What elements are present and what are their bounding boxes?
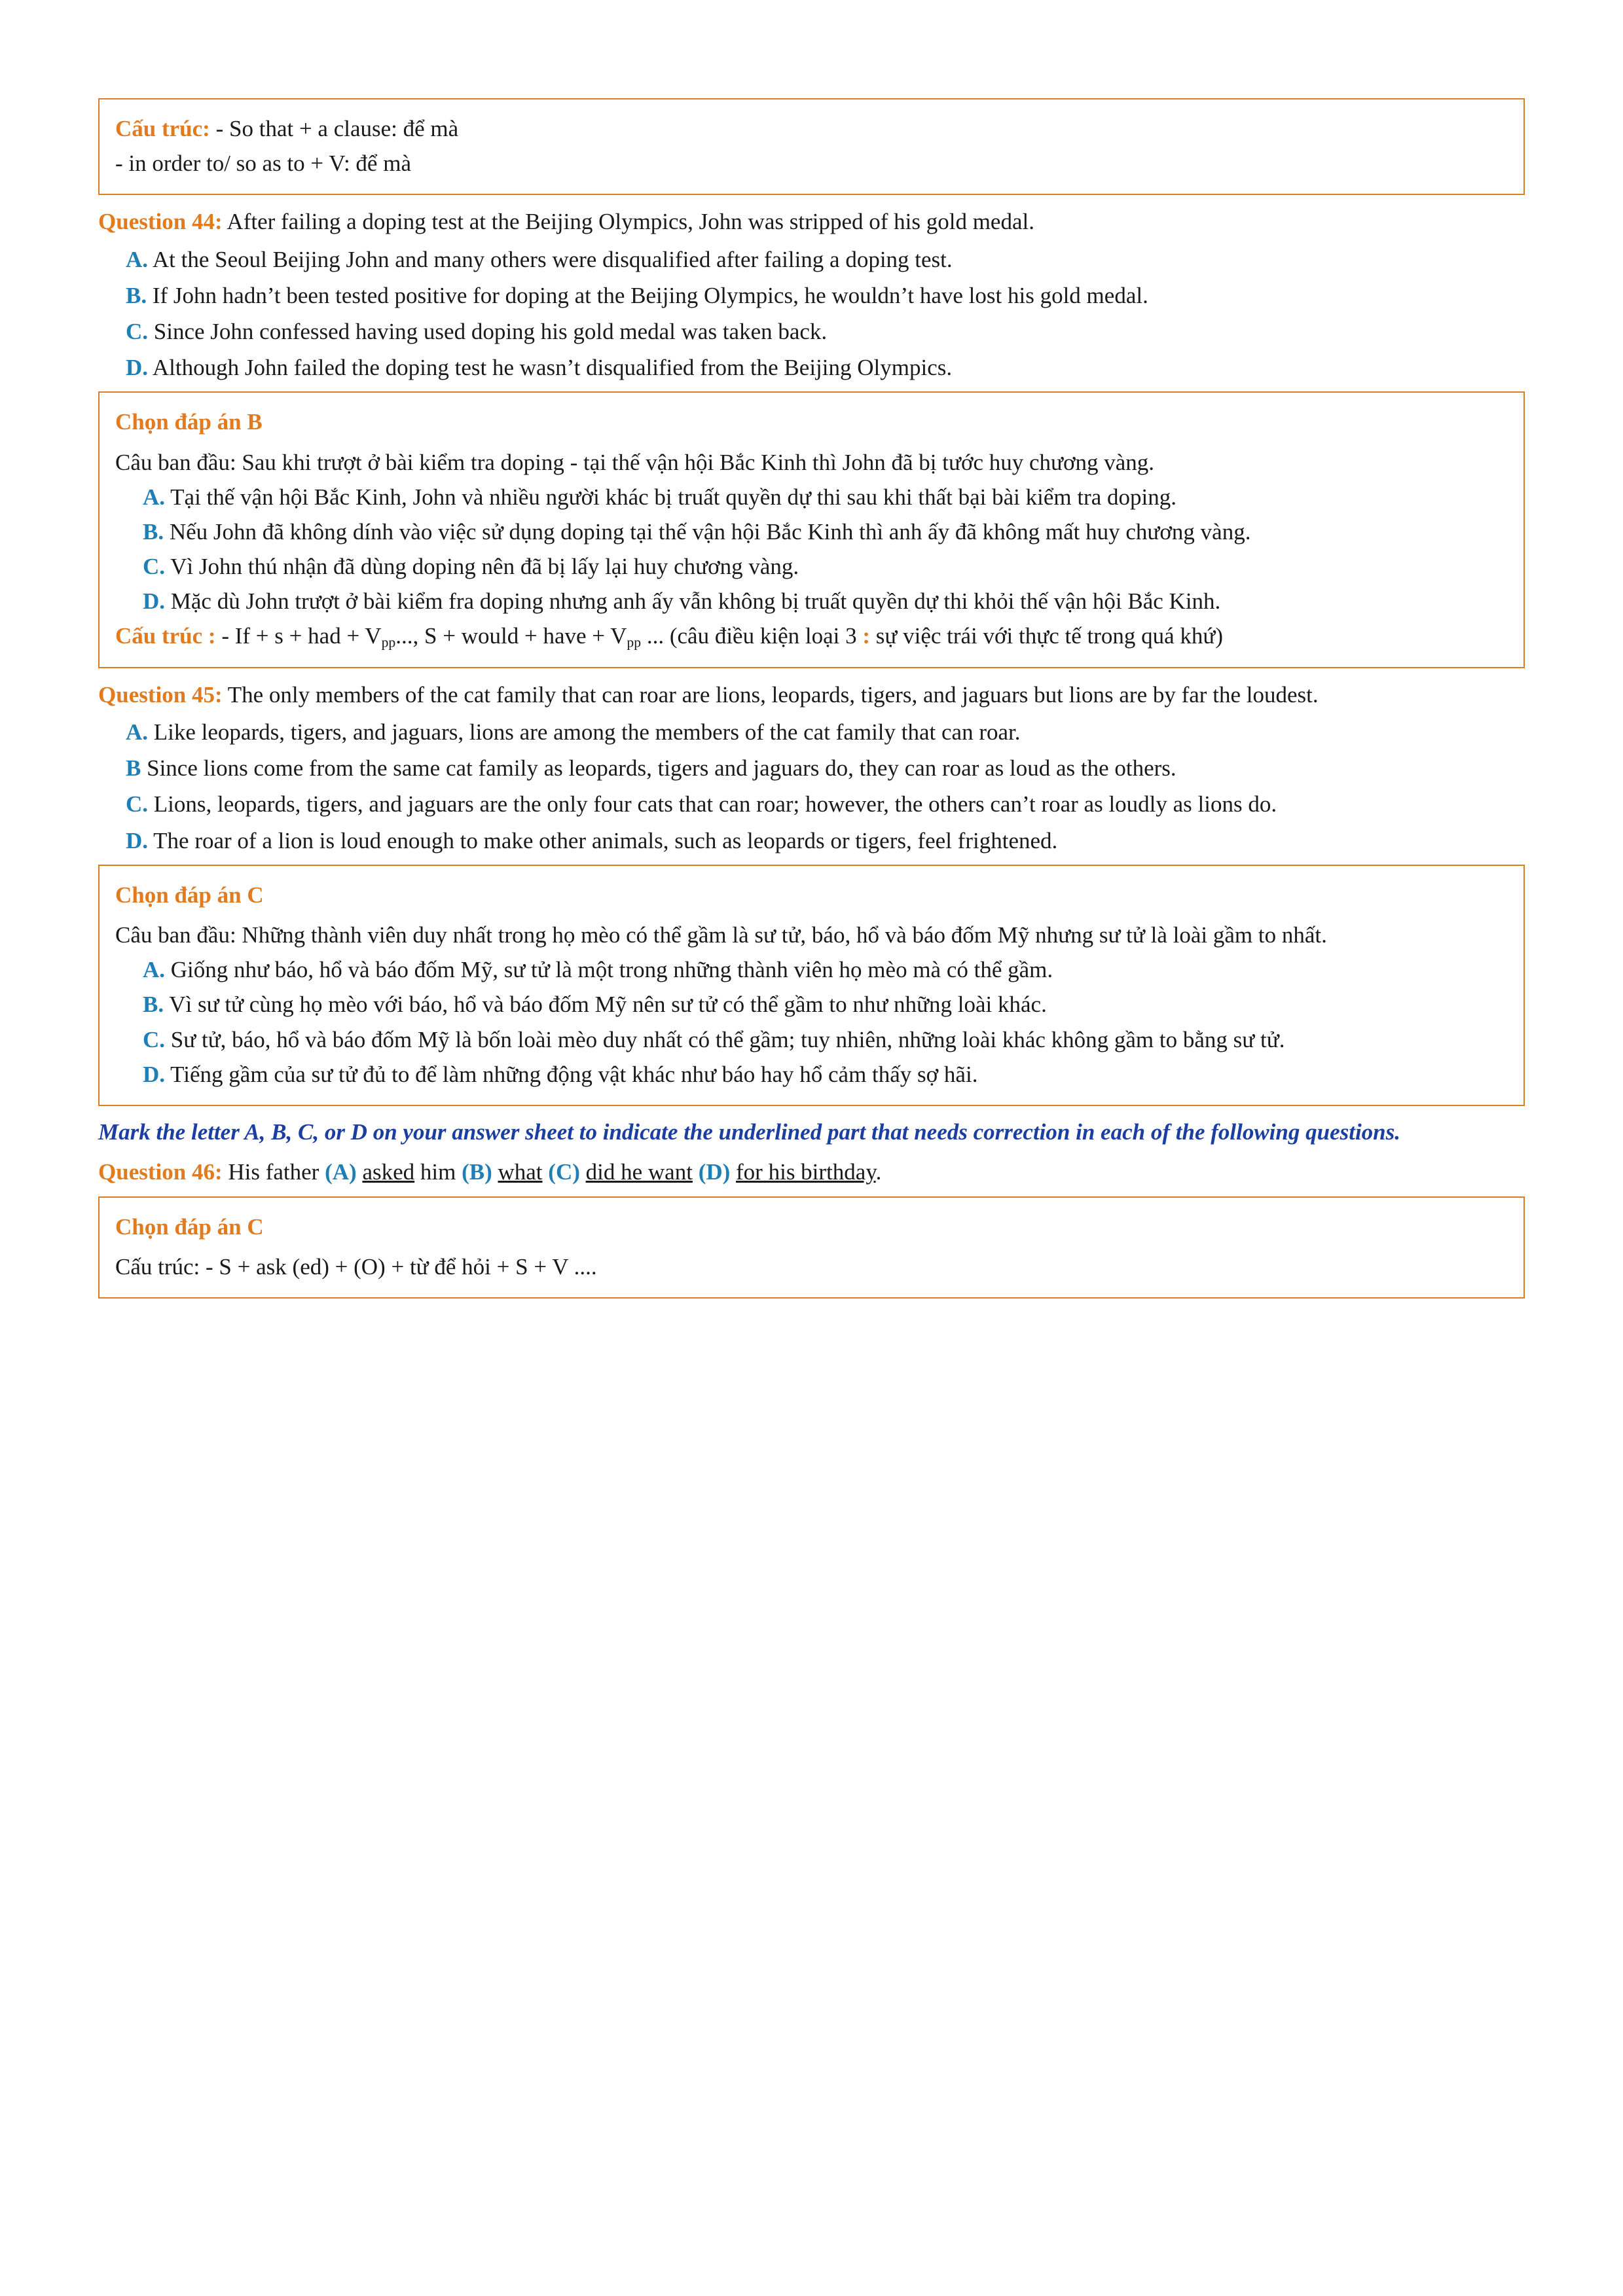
answer-45-choice-a bbox=[115, 952, 1508, 987]
answer-choice-letter-b: B. bbox=[143, 992, 164, 1018]
answer-choice-letter-d: D. bbox=[143, 1061, 166, 1087]
structure-line-2: - in order to/ so as to + V: để mà bbox=[115, 151, 411, 177]
answer-box-46 bbox=[98, 1196, 1525, 1299]
answer-44-original: Câu ban đầu: Sau khi trượt ở bài kiểm tra doping - tại thế vận hội Bắc Kinh thì John đã bị tước huy chương vàng. bbox=[115, 449, 1155, 475]
answer-45-original: Câu ban đầu: Những thành viên duy nhất trong họ mèo có thể gầm là sư tử, báo, hổ và báo đốm Mỹ nhưng sư tử là loài gầm to nhất. bbox=[115, 922, 1327, 948]
answer-choice-text-b: Vì sư tử cùng họ mèo với báo, hổ và báo đốm Mỹ nên sư tử có thể gầm to như những loài khác. bbox=[164, 992, 1047, 1018]
answer-44-choice-d bbox=[115, 584, 1508, 619]
question-46-mark-b: (B) bbox=[462, 1159, 492, 1185]
question-46-seg-1: His father bbox=[222, 1159, 325, 1185]
question-44-label: Question 44: bbox=[98, 209, 223, 235]
answer-choice-text-d: Mặc dù John trượt ở bài kiểm fra doping nhưng anh ấy vẫn không bị truất quyền dự thi khỏi thế vận hội Bắc Kinh. bbox=[165, 588, 1221, 615]
choice-text-b: If John hadn’t been tested positive for doping at the Beijing Olympics, he wouldn’t have lost his gold medal. bbox=[147, 282, 1148, 308]
answer-choice-text-a: Giống như báo, hổ và báo đốm Mỹ, sư tử là một trong những thành viên họ mèo mà có thể gầm. bbox=[165, 957, 1053, 983]
question-46-underline-a: asked bbox=[362, 1159, 415, 1185]
choice-letter-a: A. bbox=[126, 246, 149, 272]
answer-choice-letter-a: A. bbox=[143, 957, 166, 983]
answer-choice-letter-c: C. bbox=[143, 554, 166, 580]
answer-44-structure-sub1: pp bbox=[381, 634, 396, 651]
answer-44-structure-p2: ..., S + would + have + V bbox=[395, 623, 627, 649]
question-44-choice-b bbox=[98, 278, 1525, 313]
answer-box-45 bbox=[98, 865, 1525, 1106]
question-46-mark-d: (D) bbox=[698, 1159, 731, 1185]
question-44-stem-text: After failing a doping test at the Beijing Olympics, John was stripped of his gold medal. bbox=[222, 209, 1034, 235]
answer-44-structure-p3: ... (câu điều kiện loại 3 bbox=[641, 623, 863, 649]
answer-44-choice-b bbox=[115, 514, 1508, 549]
question-45-choice-b bbox=[98, 751, 1525, 785]
answer-46-structure: Cấu trúc: - S + ask (ed) + (O) + từ để hỏi + S + V .... bbox=[115, 1253, 597, 1280]
answer-44-structure-p1: - If + s + had + V bbox=[215, 623, 382, 649]
answer-choice-text-b: Nếu John đã không dính vào việc sử dụng doping tại thế vận hội Bắc Kinh thì anh ấy đã không mất huy chương vàng. bbox=[164, 518, 1251, 545]
question-45-label: Question 45: bbox=[98, 681, 223, 708]
question-46-seg-4 bbox=[693, 1159, 699, 1185]
choice-letter-b: B bbox=[126, 755, 141, 781]
answer-45-choice-b bbox=[115, 987, 1508, 1022]
structure-box-top bbox=[98, 98, 1525, 195]
section-instruction: Mark the letter A, B, C, or D on your answer sheet to indicate the underlined part that needs correction in each of the following questions. bbox=[98, 1119, 1401, 1145]
choice-text-b: Since lions come from the same cat family as leopards, tigers and jaguars do, they can roar as loud as the others. bbox=[141, 755, 1176, 781]
structure-line-1 bbox=[115, 111, 1508, 146]
question-44 bbox=[98, 204, 1525, 385]
choice-text-d: The roar of a lion is loud enough to make other animals, such as leopards or tigers, feel frightened. bbox=[148, 827, 1058, 853]
answer-44-choice-c bbox=[115, 549, 1508, 584]
question-46-underline-c: did he want bbox=[585, 1159, 693, 1185]
question-44-stem bbox=[98, 204, 1525, 239]
question-46-space-d bbox=[730, 1159, 736, 1185]
answer-44-structure-label: Cấu trúc : bbox=[115, 623, 216, 649]
question-46-space-b bbox=[492, 1159, 498, 1185]
answer-44-title: Chọn đáp án B bbox=[115, 409, 263, 435]
answer-choice-text-c: Vì John thú nhận đã dùng doping nên đã bị lấy lại huy chương vàng. bbox=[165, 554, 799, 580]
answer-44-choice-a bbox=[115, 480, 1508, 514]
question-45-choice-c bbox=[98, 787, 1525, 821]
answer-44-structure-sub2: pp bbox=[627, 634, 642, 651]
choice-letter-d: D. bbox=[126, 355, 149, 381]
choice-letter-a: A. bbox=[126, 719, 149, 745]
answer-44-structure-colon: : bbox=[862, 623, 870, 649]
question-44-choice-d bbox=[98, 350, 1525, 385]
question-45-stem bbox=[98, 677, 1525, 712]
answer-choice-letter-b: B. bbox=[143, 518, 164, 545]
answer-choice-text-a: Tại thế vận hội Bắc Kinh, John và nhiều người khác bị truất quyền dự thi sau khi thất bại bài kiểm tra doping. bbox=[165, 484, 1176, 510]
answer-46-title: Chọn đáp án C bbox=[115, 1213, 264, 1240]
answer-choice-text-d: Tiếng gầm của sư tử đủ to để làm những động vật khác như báo hay hổ cảm thấy sợ hãi. bbox=[165, 1061, 978, 1087]
answer-45-choice-c bbox=[115, 1022, 1508, 1057]
choice-text-d: Although John failed the doping test he wasn’t disqualified from the Beijing Olympics. bbox=[148, 355, 953, 381]
question-46-label: Question 46: bbox=[98, 1159, 223, 1185]
answer-choice-letter-c: C. bbox=[143, 1026, 166, 1052]
answer-45-title: Chọn đáp án C bbox=[115, 882, 264, 908]
choice-letter-b: B. bbox=[126, 282, 147, 308]
question-46-seg-5: . bbox=[875, 1159, 882, 1185]
answer-choice-letter-d: D. bbox=[143, 588, 166, 615]
question-45-stem-text: The only members of the cat family that can roar are lions, leopards, tigers, and jaguars but lions are by far the loudest. bbox=[222, 681, 1319, 708]
question-44-choice-c bbox=[98, 314, 1525, 349]
choice-text-c: Lions, leopards, tigers, and jaguars are the only four cats that can roar; however, the others can’t roar as loudly as lions do. bbox=[148, 791, 1277, 817]
answer-choice-letter-a: A. bbox=[143, 484, 166, 510]
question-46-mark-a: (A) bbox=[325, 1159, 357, 1185]
question-44-choice-a bbox=[98, 242, 1525, 277]
choice-letter-c: C. bbox=[126, 791, 149, 817]
question-46-underline-d: for his birthday bbox=[736, 1159, 876, 1185]
question-46-space-c bbox=[580, 1159, 586, 1185]
answer-choice-text-c: Sư tử, báo, hổ và báo đốm Mỹ là bốn loài mèo duy nhất có thể gầm; tuy nhiên, những loài khác không gầm to bằng sư tử. bbox=[165, 1026, 1285, 1052]
choice-text-c: Since John confessed having used doping his gold medal was taken back. bbox=[148, 318, 828, 344]
question-46-seg-3 bbox=[543, 1159, 549, 1185]
choice-letter-c: C. bbox=[126, 318, 149, 344]
question-46-seg-2: him bbox=[414, 1159, 462, 1185]
question-46 bbox=[98, 1155, 1525, 1189]
question-46-underline-b: what bbox=[498, 1159, 543, 1185]
question-45-choice-a bbox=[98, 715, 1525, 749]
answer-box-44 bbox=[98, 391, 1525, 668]
question-45 bbox=[98, 677, 1525, 858]
answer-45-choice-d bbox=[115, 1057, 1508, 1092]
choice-letter-d: D. bbox=[126, 827, 149, 853]
question-45-choice-d bbox=[98, 823, 1525, 858]
answer-44-structure-p4: sự việc trái với thực tế trong quá khứ) bbox=[870, 623, 1224, 649]
structure-label: Cấu trúc: bbox=[115, 116, 210, 141]
answer-44-structure bbox=[115, 619, 1508, 653]
question-46-mark-c: (C) bbox=[548, 1159, 580, 1185]
choice-text-a: At the Seoul Beijing John and many others were disqualified after failing a doping test. bbox=[148, 246, 953, 272]
structure-line-1-text: - So that + a clause: để mà bbox=[210, 116, 459, 141]
choice-text-a: Like leopards, tigers, and jaguars, lions are among the members of the cat family that can roar. bbox=[148, 719, 1021, 745]
